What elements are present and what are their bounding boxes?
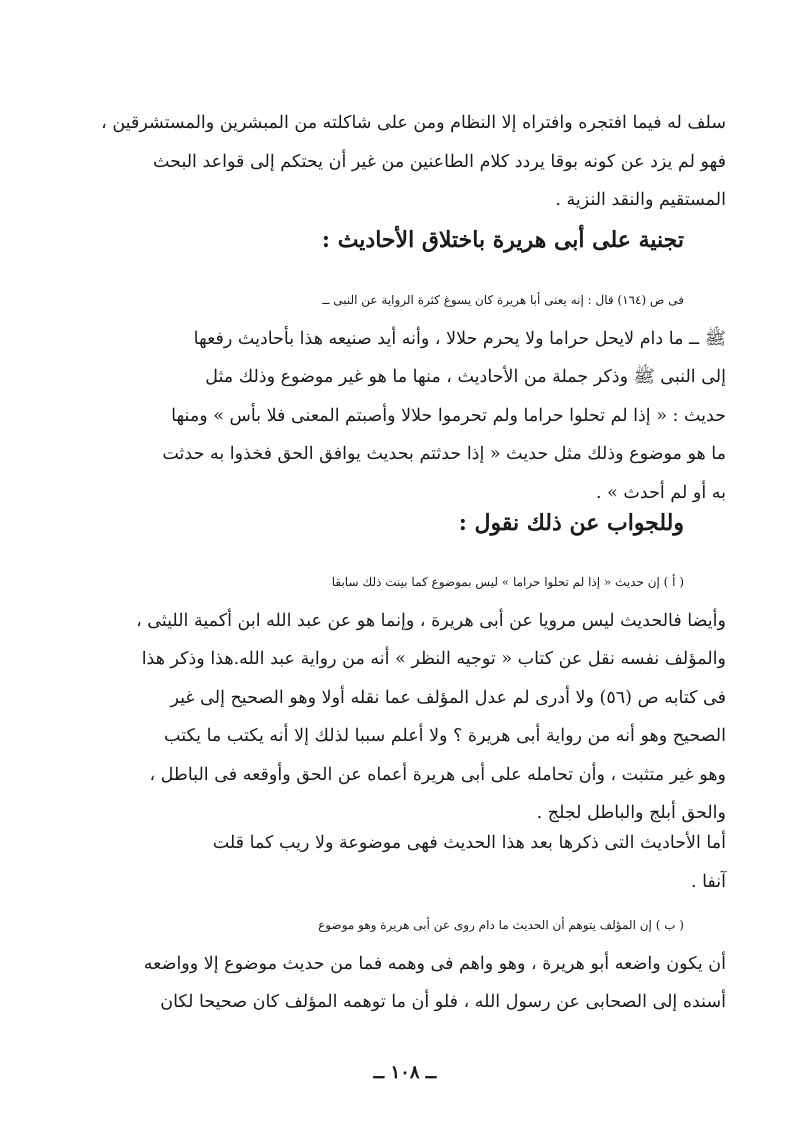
claim-line-2: ﷺ ــ ما دام لايحل حراما ولا يحرم حلالا ، وأنه أيد صنيعه هذا بأحاديث رفعها [193,328,726,349]
intro-line-3: المستقيم والنقد النزية . [555,190,726,210]
other-hadiths-line-1: أما الأحاديث التى ذكرها بعد هذا الحديث فهى موضوعة ولا ريب كما قلت [212,833,726,853]
response-a-line-3: والمؤلف نفسه نقل عن كتاب « توجيه النظر » أنه من رواية عبد الله.هذا وذكر هذا [141,649,726,669]
intro-line-2: فهو لم يزد عن كونه بوقا يردد كلام الطاعنين من غير أن يحتكم إلى قواعد البحث [152,151,726,172]
section-heading-response: وللجواب عن ذلك نقول : [458,510,684,536]
claim-line-3: إلى النبى ﷺ وذكر جملة من الأحاديث ، منها ما هو غير موضوع وذلك مثل [205,367,726,387]
paragraph-claim [76,281,726,512]
section-heading-fabrication: تجنية على أبى هريرة باختلاق الأحاديث : [321,227,684,253]
response-a-line-4: فى كتابه ص (٥٦) ولا أدرى لم عدل المؤلف عما نقله أولا وهو الصحيح إلى غير [170,687,726,708]
paragraph-response-b [76,906,726,1022]
claim-line-6: به أو لم أحدث » . [596,482,726,503]
response-b-line-2: أن يكون واضعه أبو هريرة ، وهو واهم فى وهمه فما من حديث موضوع إلا وواضعه [143,953,726,974]
claim-line-5: ما هو موضوع وذلك مثل حديث « إذا حدثتم بحديث يوافق الحق فخذوا به حدثت [162,444,726,464]
response-a-line-5: الصحيح وهو أنه من رواية أبى هريرة ؟ ولا أعلم سببا لذلك إلا أنه يكتب ما يكتب [164,726,726,746]
other-hadiths-line-2: آنفا . [690,871,726,892]
paragraph-response-a [76,563,726,833]
page-number: ــ ١٠٨ ــ [373,1062,437,1083]
response-b-line-3: أسنده إلى الصحابى عن رسول الله ، فلو أن ما توهمه المؤلف كان صحيحا لكان [160,992,726,1012]
intro-line-1: سلف له فيما افتجره وافتراه إلا النظام ومن على شاكلته من المبشرين والمستشرقين ، [101,113,726,133]
response-a-line-1: ( أ ) إن حديث « إذا لم تحلوا حراما » ليس بموضوع كما بينت ذلك سابقا [331,575,684,589]
response-a-line-6: وهو غير متثبت ، وأن تحامله على أبى هريرة أعماه عن الحق وأوقعه فى الباطل ، [149,764,726,785]
claim-line-4: حديث : « إذا لم تحلوا حراما ولم تحرموا حلالا وأصبتم المعنى فلا بأس » ومنها [171,405,726,426]
paragraph-other-hadiths [76,824,726,901]
response-a-line-7: والحق أبلج والباطل لجلج . [536,803,726,823]
claim-line-1: فى ص (١٦٤) قال : إنه يعنى أبا هريرة كان يسوغ كثرة الرواية عن النبى ــ [322,293,684,307]
intro-paragraph [76,104,726,220]
response-a-line-2: وأيضا فالحديث ليس مرويا عن أبى هريرة ، وإنما هو عن عبد الله ابن أكمية الليثى ، [136,610,726,631]
response-b-line-1: ( ب ) إن المؤلف يتوهم أن الحديث ما دام روى عن أبى هريرة وهو موضوع [318,918,684,932]
